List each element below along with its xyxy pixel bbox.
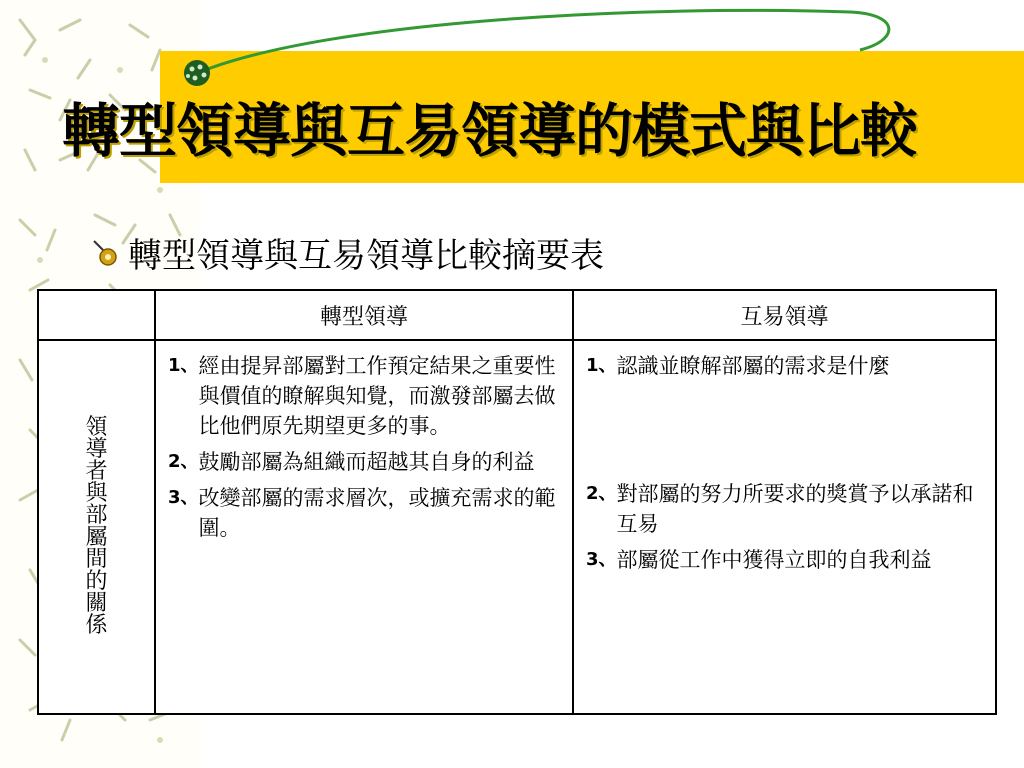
header-empty [38,290,155,340]
item-number: 2、 [586,483,617,504]
item-number: 3、 [586,549,617,570]
item-text: 對部屬的努力所要求的獎賞予以承諾和互易 [616,482,974,536]
item-number: 2、 [168,451,199,472]
list-item [586,351,985,381]
row-label-cell [38,340,155,714]
transactional-cell [573,340,996,714]
header-transformational: 轉型領導 [155,290,573,340]
list-item [168,447,562,477]
pen-nib-bullet-icon [90,237,122,269]
item-text: 部屬從工作中獲得立即的自我利益 [616,548,932,572]
list-item [586,545,985,575]
list-item [586,479,985,539]
table-header-row [38,290,996,340]
item-number: 1、 [586,355,617,376]
item-text: 經由提昇部屬對工作預定結果之重要性與價值的瞭解與知覺，而激發部屬去做比他們原先期望更多的事。 [198,354,556,438]
item-text: 認識並瞭解部屬的需求是什麼 [616,354,890,378]
table-caption: 轉型領導與互易領導比較摘要表 [128,236,604,276]
item-text: 鼓勵部屬為組織而超越其自身的利益 [198,450,535,474]
transformational-list [156,341,572,543]
list-item [168,351,562,441]
bullet-row [90,228,604,277]
page-title: 轉型領導與互易領導的模式與比較 [62,97,918,165]
row-label: 領導者與部屬間的關係 [85,415,108,638]
item-number: 3、 [168,487,199,508]
transformational-cell [155,340,573,714]
header-transactional: 互易領導 [573,290,996,340]
list-item [168,483,562,543]
table-row [38,340,996,714]
item-text: 改變部屬的需求層次，或擴充需求的範圍。 [198,486,556,540]
item-number: 1、 [168,355,199,376]
comparison-table [37,289,997,715]
transactional-list [574,341,995,575]
